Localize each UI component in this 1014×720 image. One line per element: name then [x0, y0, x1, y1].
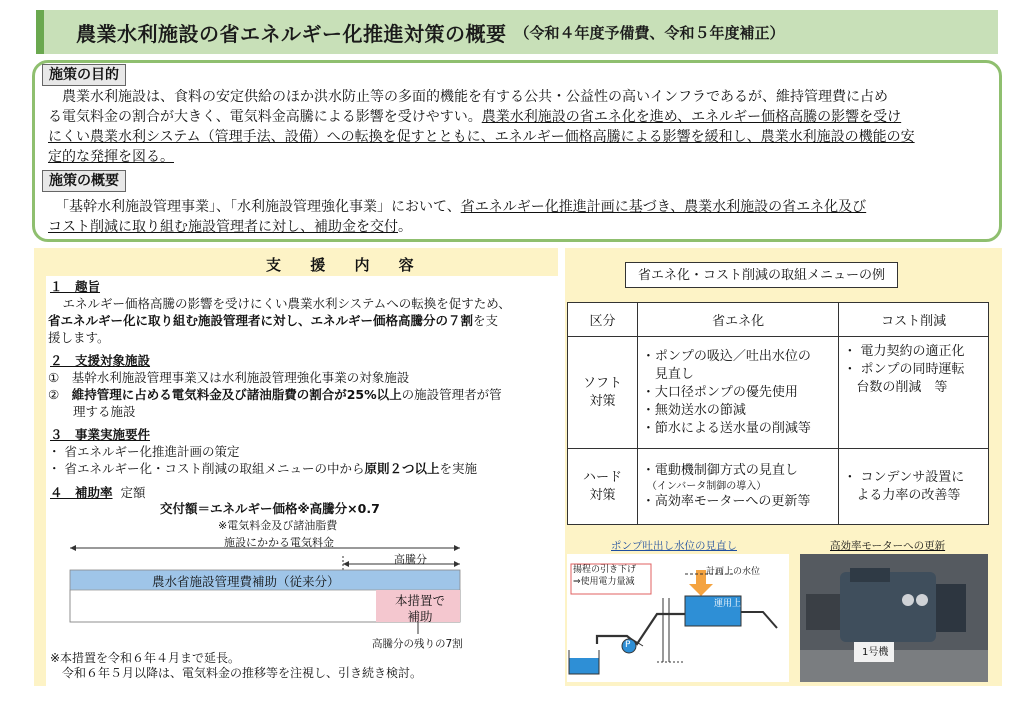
overview-line-1-plain: 「基幹水利施設管理事業」、「水利施設管理強化事業」において、	[48, 199, 461, 215]
section-2-line-3: 理する施設	[48, 404, 136, 419]
subsidy-rate: 定額	[120, 485, 146, 500]
row-hard-energy	[637, 449, 838, 525]
header-energy-saving: 省エネ化	[637, 303, 838, 337]
page-title: 農業水利施設の省エネルギー化推進対策の概要	[76, 21, 507, 46]
note-1: ※本措置を令和６年４月まで延長。	[50, 651, 241, 665]
purpose-line-2	[48, 106, 901, 128]
list-item: ・ ポンプの同時運転	[843, 362, 965, 377]
list-item: よる力率の改善等	[843, 487, 961, 503]
pump-callout-2: ⇒使用電力量減	[573, 577, 635, 587]
list-item: 見直し	[641, 366, 694, 382]
row-hard-cost	[839, 449, 989, 525]
motor-illustration	[800, 554, 988, 682]
list-item: ・無効送水の節減	[641, 402, 746, 418]
diagram-total-label: 施設にかかる電気料金	[224, 536, 334, 549]
section-1-heading: １ 趣旨	[50, 279, 101, 294]
overview-line-2	[48, 216, 412, 238]
measures-table	[567, 302, 989, 525]
section-1-line-1: エネルギー価格高騰の影響を受けにくい農業水利システムへの転換を促すため、	[50, 296, 511, 311]
section-3-line-2	[48, 460, 477, 477]
overview-label: 施策の概要	[42, 170, 126, 192]
section-3-line-2-pre: ・ 省エネルギー化・コスト削減の取組メニューの中から	[48, 461, 365, 476]
diagram-rise-label: 高騰分	[394, 553, 427, 566]
list-item: ・節水による送水量の削減等	[641, 420, 811, 436]
this-measure-label: 本措置で 補助	[394, 593, 445, 624]
list-item: 台数の削減 等	[843, 380, 948, 395]
pump-callout-1: 揚程の引き下げ	[573, 565, 637, 575]
section-2-line-2-end: の施設管理者が管	[401, 387, 502, 402]
row-soft-cost	[839, 337, 989, 449]
section-1-line-2	[48, 312, 498, 329]
motor-photo	[800, 554, 988, 682]
section-4-heading: ４ 補助率	[50, 485, 113, 500]
note-2: 令和６年５月以降は、電気料金の推移等を注視し、引き続き検討。	[50, 666, 423, 680]
section-3-heading: ３ 事業実施要件	[50, 427, 151, 442]
conventional-subsidy-label: 農水省施設管理費補助（従来分）	[152, 574, 340, 589]
purpose-line-1: 農業水利施設は、食料の安定供給のほか洪水防止等の多面的機能を有する公共・公益性の高いインフラであるが、維持管理費に占め	[48, 89, 888, 105]
row-category-soft: ソフト 対策	[568, 337, 638, 449]
list-item: （インバータ制御の導入）	[641, 481, 767, 492]
section-2-marker: ②	[48, 387, 72, 402]
row-soft-energy	[637, 337, 838, 449]
section-3-line-2-end: を実施	[439, 461, 478, 476]
subsidy-formula: 交付額＝エネルギー価格※高騰分×0.7	[160, 501, 380, 516]
section-1-line-3: 援します。	[48, 330, 110, 345]
overview-line-1	[48, 196, 866, 218]
list-item: ・ポンプの吸込／吐出水位の	[641, 348, 811, 364]
list-item: ・ コンデンサ設置に	[843, 469, 965, 485]
purpose-line-3: にくい農業水利システム（管理手法、設備）への転換を促すとともに、エネルギー価格高騰による影響を緩和し、農業水利施設の機能の安	[48, 129, 915, 145]
section-1-bold: 省エネルギー化に取り組む施設管理者に対し、エネルギー価格高騰分の７割	[48, 313, 474, 328]
header-cost-reduction: コスト削減	[839, 303, 989, 337]
purpose-label: 施策の目的	[42, 64, 126, 86]
list-item: ・大口径ポンプの優先使用	[641, 384, 798, 400]
section-4-heading-row	[50, 484, 146, 501]
list-item: ・ 電力契約の適正化	[843, 344, 965, 359]
table-row	[568, 337, 989, 449]
purpose-line-2-underlined: 農業水利施設の省エネ化を進め、エネルギー価格高騰の影響を受け	[481, 109, 902, 125]
list-item: ・電動機制御方式の見直し	[641, 463, 798, 478]
list-item: ・高効率モーターへの更新等	[641, 494, 811, 509]
section-2-line-1: ① 基幹水利施設管理事業又は水利施設管理強化事業の対象施設	[48, 370, 410, 385]
page-subtitle: （令和４年度予備費、令和５年度補正）	[514, 23, 785, 42]
section-2-line-2	[48, 386, 502, 403]
section-3-bold: 原則２つ以上	[364, 461, 440, 476]
header-category: 区分	[568, 303, 638, 337]
purpose-line-4: 定的な発揮を図る。	[48, 149, 174, 165]
pump-caption: ポンプ吐出し水位の見直し	[611, 540, 737, 552]
remaining-rise-label: 高騰分の残りの7割	[372, 638, 463, 650]
motor-caption: 高効率モーターへの更新	[830, 540, 946, 552]
pump-icon-label: P	[625, 640, 631, 650]
table-header-row	[568, 303, 989, 337]
overview-line-1-underlined: 省エネルギー化推進計画に基づき、農業水利施設の省エネ化及び	[460, 199, 867, 215]
motor-unit-label: 1号機	[862, 647, 889, 658]
overview-line-2-end: 。	[398, 219, 412, 235]
section-1-line-2-end: を支	[473, 313, 499, 328]
operation-level-label: 運用上の水位	[714, 599, 769, 609]
row-category-hard: ハード 対策	[568, 449, 638, 525]
overview-line-2-underlined: コスト削減に取り組む施設管理者に対し、補助金を交付	[48, 219, 398, 235]
menu-title: 省エネ化・コスト削減の取組メニューの例	[625, 262, 898, 288]
table-row	[568, 449, 989, 525]
support-title: 支 援 内 容	[266, 256, 426, 274]
section-2-heading: ２ 支援対象施設	[50, 353, 151, 368]
plan-level-label: 計画上の水位	[706, 567, 761, 577]
formula-note: ※電気料金及び諸油脂費	[218, 519, 338, 532]
section-3-line-1: ・ 省エネルギー化推進計画の策定	[48, 444, 240, 459]
purpose-line-2-plain: る電気料金の割合が大きく、電気料金高騰による影響を受けやすい。	[48, 109, 482, 125]
title-bar	[36, 10, 998, 54]
section-2-bold: 維持管理に占める電気料金及び諸油脂費の割合が25%以上	[71, 387, 402, 402]
